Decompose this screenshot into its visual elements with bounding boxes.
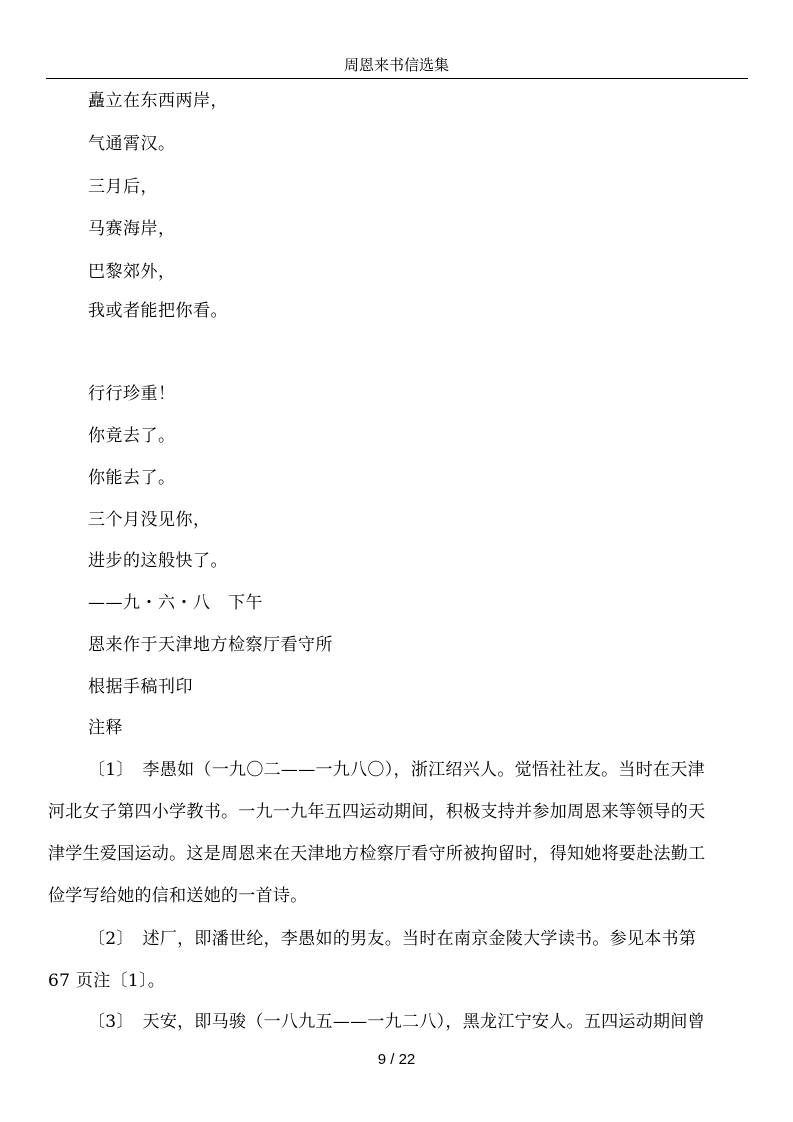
poem-line: 你竟去了。 [88,426,176,446]
note-3 [88,1011,748,1033]
poem-line: 我或者能把你看。 [88,301,228,321]
note-1-row: 〔1〕 李愚如（一九〇二——一九八〇），浙江绍兴人。觉悟社社友。当时在天津 [88,760,705,780]
source-note: 根据手稿刊印 [88,677,193,697]
page-number: 9 / 22 [377,1051,416,1068]
poem-line: 气通霄汉。 [88,134,176,154]
poem-line: 三个月没见你， [88,510,211,530]
note-3-row: 〔3〕 天安，即马骏（一八九五——一九二八），黑龙江宁安人。五四运动期间曾 [88,1012,705,1032]
poem-line: 马赛海岸， [88,219,176,239]
header-divider [46,78,748,79]
note-1-row: 俭学写给她的信和送她的一首诗。 [48,886,308,906]
poem-line: 三月后， [88,177,158,197]
poem-line: 行行珍重！ [88,384,176,404]
signature-place: 恩来作于天津地方检察厅看守所 [88,635,333,655]
poem-line: 巴黎郊外， [88,262,176,282]
signature-date: ——九・六・八 下午 [88,593,263,613]
note-1-row: 河北女子第四小学教书。一九一九年五四运动期间，积极支持并参加周恩来等领导的天 [48,802,706,822]
note-2-row: 〔2〕 述厂，即潘世纶，李愚如的男友。当时在南京金陵大学读书。参见本书第 [88,929,697,949]
note-1-row: 津学生爱国运动。这是周恩来在天津地方检察厅看守所被拘留时，得知她将要赴法勤工 [48,844,706,864]
note-1 [48,759,748,907]
note-2-row: 67 页注〔1〕。 [48,971,166,991]
poem-line: 进步的这般快了。 [88,551,228,571]
poem-line: 矗立在东西两岸， [88,91,228,111]
page-header-title: 周恩来书信选集 [343,56,449,74]
poem-line: 你能去了。 [88,468,176,488]
notes-heading: 注释 [88,718,123,738]
note-2 [48,928,748,992]
